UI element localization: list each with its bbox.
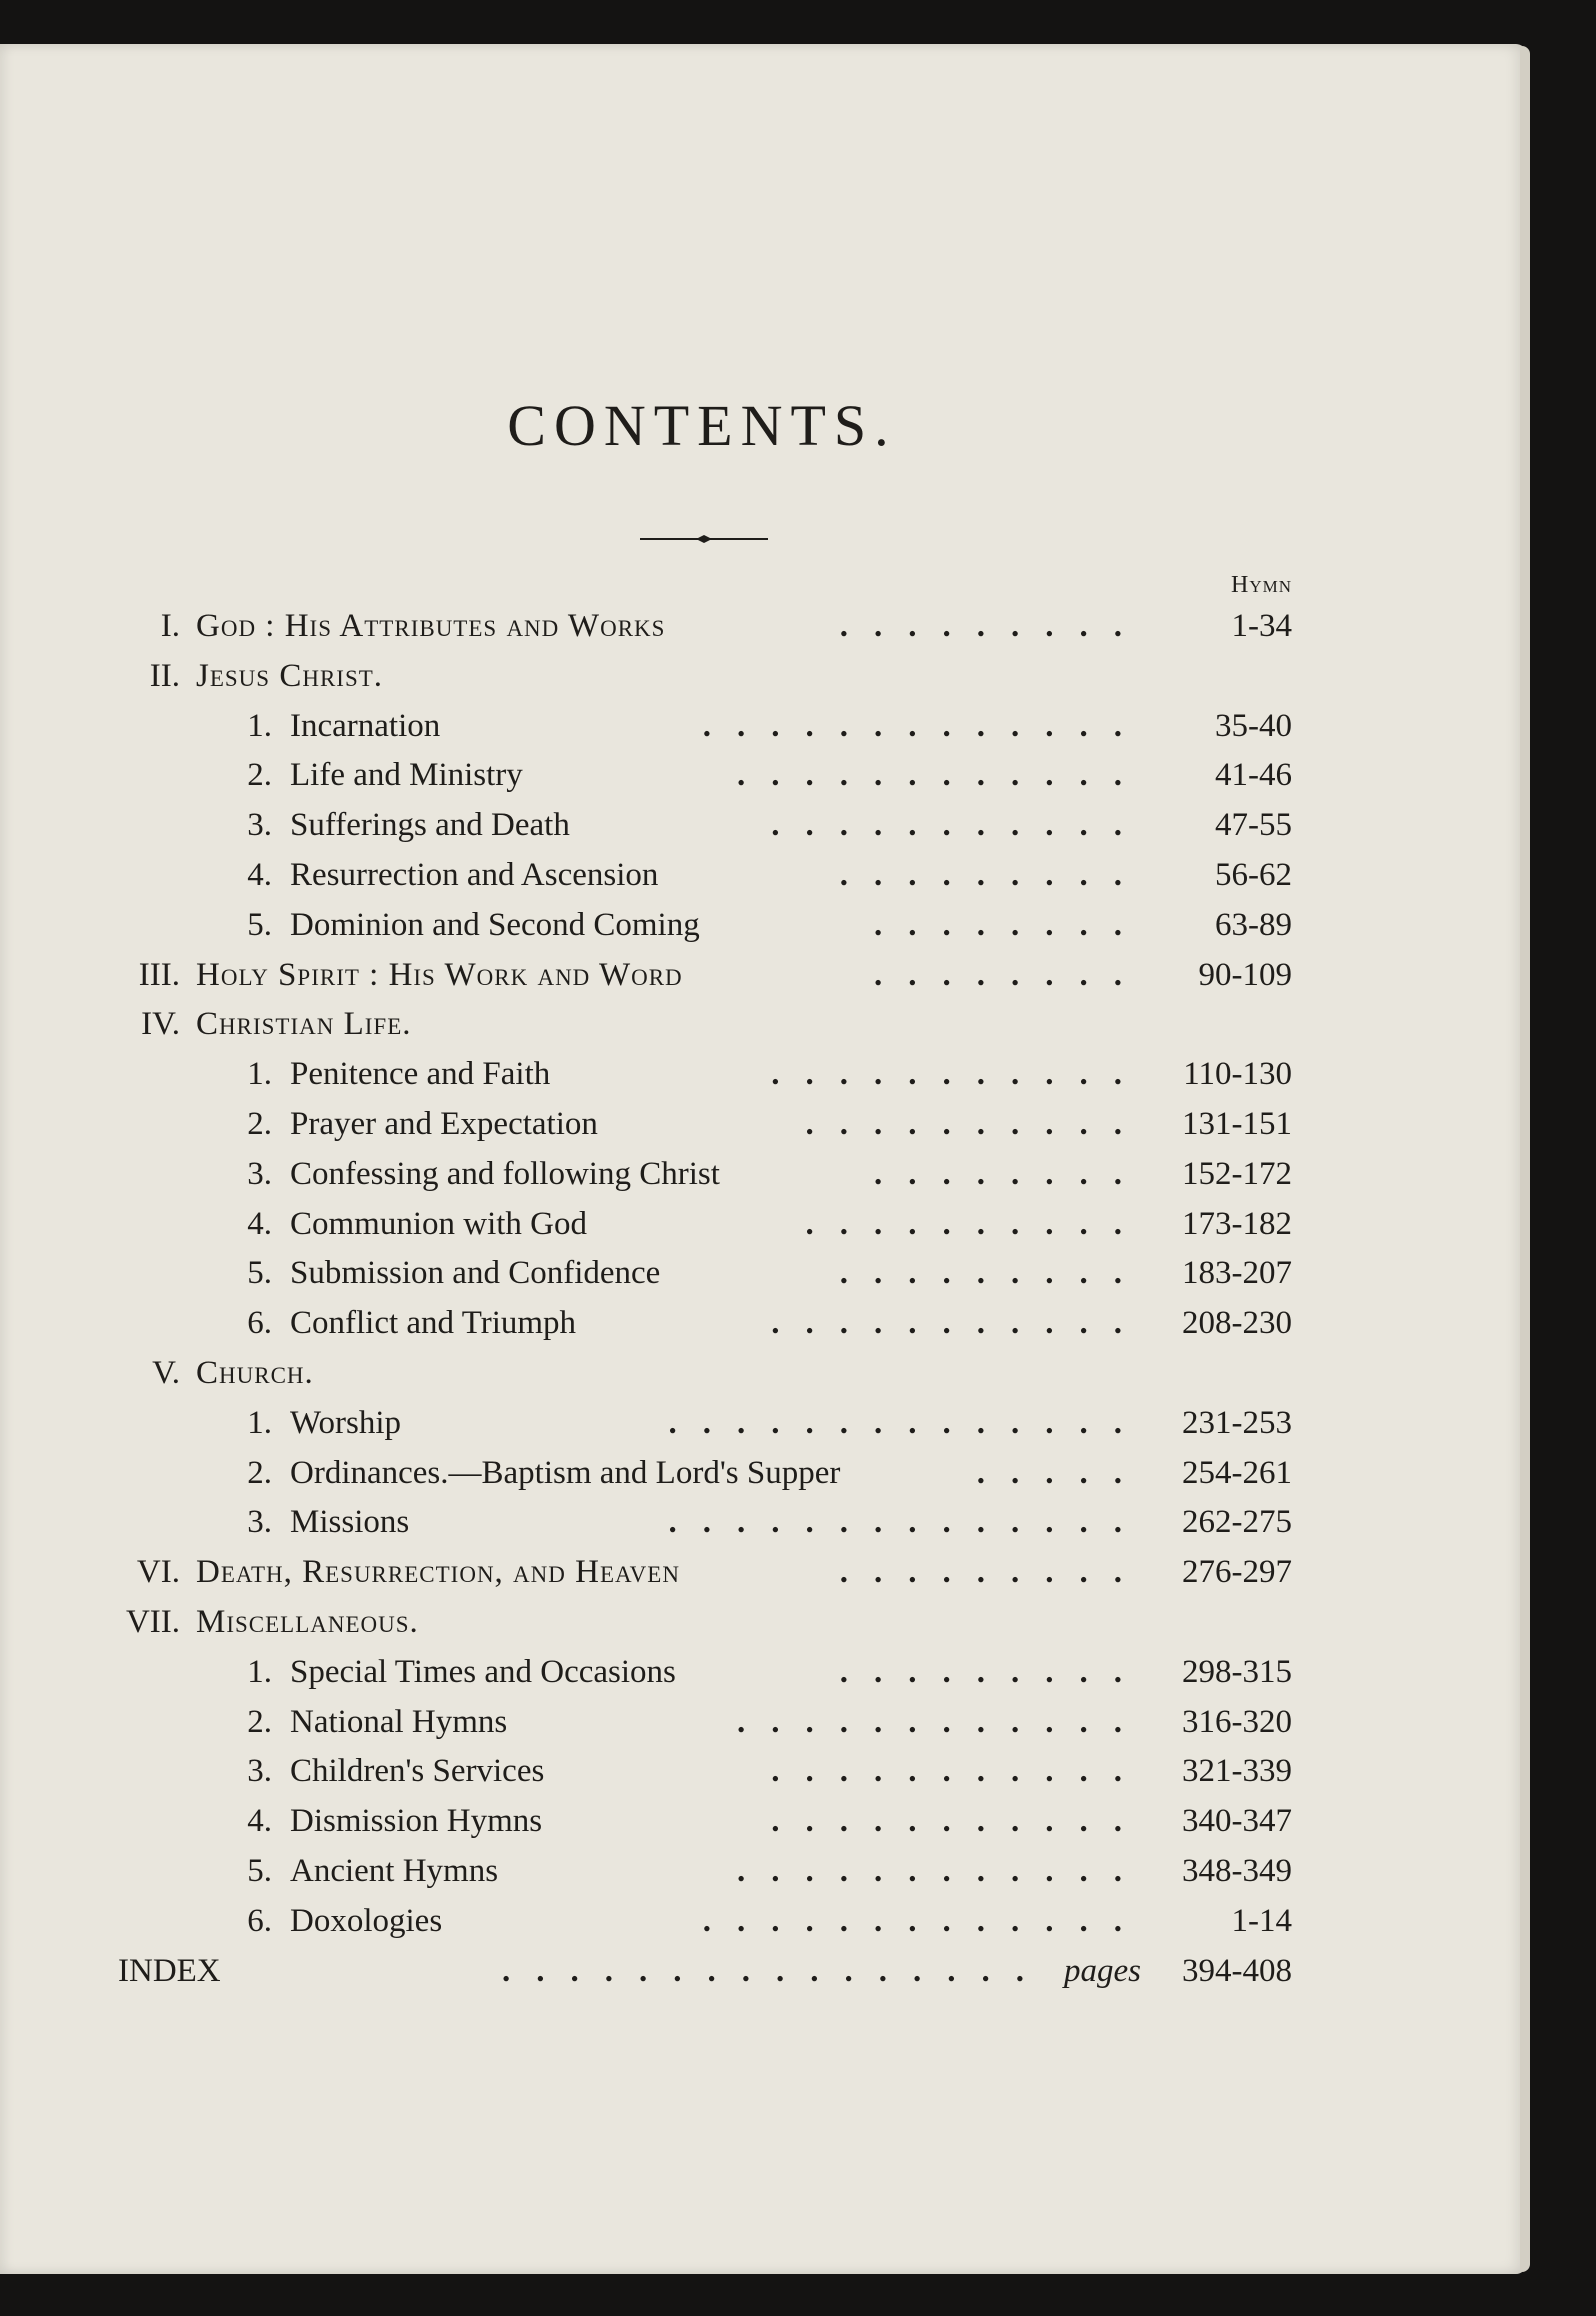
entry-number: 6. xyxy=(247,1902,272,1939)
hymn-range: 1-34 xyxy=(1231,608,1292,644)
hymn-range: 254-261 xyxy=(1182,1454,1292,1491)
dot-leader: ......... xyxy=(839,1255,1148,1292)
toc-entry xyxy=(0,807,1596,857)
entry-title: Children's Services xyxy=(290,1753,545,1790)
toc-entry xyxy=(0,1953,1596,2003)
hymn-range: 35-40 xyxy=(1215,707,1292,744)
entry-number: 2. xyxy=(247,1703,272,1740)
entry-title: Church. xyxy=(196,1355,314,1391)
dot-leader: .............. xyxy=(668,1404,1148,1441)
entry-title: Communion with God xyxy=(290,1205,588,1242)
entry-number: IV. xyxy=(141,1006,180,1043)
entry-number: V. xyxy=(152,1355,180,1391)
toc-entry xyxy=(0,1903,1596,1953)
dot-leader: ......... xyxy=(839,1554,1148,1591)
entry-number: 2. xyxy=(247,1454,272,1491)
entry-title: National Hymns xyxy=(290,1703,508,1740)
entry-number: II. xyxy=(149,657,180,694)
dot-leader: ..... xyxy=(976,1454,1148,1491)
dot-leader: ................ xyxy=(502,1952,1050,1989)
hymn-range: 276-297 xyxy=(1182,1554,1292,1591)
entry-number: 6. xyxy=(247,1305,272,1342)
entry-number: 2. xyxy=(247,1106,272,1142)
hymn-range: 348-349 xyxy=(1182,1853,1292,1889)
toc-entry xyxy=(0,1206,1596,1256)
entry-number: 4. xyxy=(247,1803,272,1840)
entry-title: God : His Attributes and Works xyxy=(196,608,666,644)
dot-leader: ........ xyxy=(874,1155,1148,1192)
entry-number: 1. xyxy=(247,1056,272,1093)
toc-entry xyxy=(0,1753,1596,1803)
hymn-range: 340-347 xyxy=(1182,1803,1292,1840)
pages-label: pages xyxy=(1064,1952,1141,1989)
hymn-range: 152-172 xyxy=(1182,1155,1292,1192)
entry-title: Dominion and Second Coming xyxy=(290,906,700,943)
toc-entry xyxy=(0,907,1596,957)
entry-title: Prayer and Expectation xyxy=(290,1106,598,1142)
entry-title: Submission and Confidence xyxy=(290,1255,661,1292)
hymn-column-header: Hymn xyxy=(1230,572,1292,598)
entry-title: INDEX xyxy=(118,1952,221,1989)
toc-entry xyxy=(0,1853,1596,1903)
dot-leader: ........... xyxy=(771,807,1148,844)
hymn-range: 90-109 xyxy=(1198,956,1292,993)
dot-leader: ........... xyxy=(771,1753,1148,1790)
toc-entry xyxy=(0,1355,1596,1405)
dot-leader: ............. xyxy=(702,1902,1148,1939)
toc-entry xyxy=(0,1156,1596,1206)
hymn-range: 56-62 xyxy=(1215,857,1292,893)
toc-entry xyxy=(0,1006,1596,1056)
entry-number: VI. xyxy=(136,1554,180,1591)
dot-leader: ............. xyxy=(702,707,1148,744)
entry-title: Miscellaneous. xyxy=(196,1604,419,1640)
toc-entry xyxy=(0,1604,1596,1654)
hymn-range: 41-46 xyxy=(1215,757,1292,794)
entry-title: Death, Resurrection, and Heaven xyxy=(196,1554,680,1591)
toc-entry xyxy=(0,857,1596,907)
dot-leader: .......... xyxy=(805,1205,1148,1242)
toc-entry xyxy=(0,708,1596,758)
entry-number: 1. xyxy=(247,1653,272,1690)
toc-entry xyxy=(0,1554,1596,1604)
hymn-range: 1-14 xyxy=(1231,1902,1292,1939)
toc-entry xyxy=(0,1654,1596,1704)
entry-number: 3. xyxy=(247,1155,272,1192)
hymn-range: 231-253 xyxy=(1182,1404,1292,1441)
toc-entry xyxy=(0,608,1596,658)
entry-title: Resurrection and Ascension xyxy=(290,857,659,893)
toc-entry xyxy=(0,1255,1596,1305)
hymn-range: 316-320 xyxy=(1182,1703,1292,1740)
entry-title: Doxologies xyxy=(290,1902,443,1939)
entry-title: Holy Spirit : His Work and Word xyxy=(196,956,683,993)
toc-entry xyxy=(0,1056,1596,1106)
hymn-range: 63-89 xyxy=(1215,906,1292,943)
entry-title: Conflict and Triumph xyxy=(290,1305,577,1342)
entry-number: 3. xyxy=(247,1504,272,1541)
toc-entry xyxy=(0,1455,1596,1505)
hymn-range: 321-339 xyxy=(1182,1753,1292,1790)
entry-number: 5. xyxy=(247,1255,272,1292)
entry-number: 5. xyxy=(247,906,272,943)
hymn-range: 394-408 xyxy=(1182,1952,1292,1989)
entry-title: Worship xyxy=(290,1404,402,1441)
dot-leader: ........... xyxy=(771,1056,1148,1093)
entry-number: 2. xyxy=(247,757,272,794)
entry-number: 4. xyxy=(247,1205,272,1242)
dot-leader: ............ xyxy=(737,757,1148,794)
toc-entry xyxy=(0,1803,1596,1853)
entry-title: Ordinances.—Baptism and Lord's Supper xyxy=(290,1454,841,1491)
hymn-range: 131-151 xyxy=(1182,1106,1292,1142)
entry-number: 4. xyxy=(247,857,272,893)
dot-leader: ........ xyxy=(874,956,1148,993)
entry-title: Confessing and following Christ xyxy=(290,1155,720,1192)
toc-entry xyxy=(0,1305,1596,1355)
entry-title: Incarnation xyxy=(290,707,441,744)
dot-leader: ............ xyxy=(737,1853,1148,1889)
dot-leader: ........... xyxy=(771,1803,1148,1840)
entry-title: Sufferings and Death xyxy=(290,807,570,844)
hymn-range: 262-275 xyxy=(1182,1504,1292,1541)
entry-number: 1. xyxy=(247,1404,272,1441)
toc-entry xyxy=(0,1405,1596,1455)
entry-title: Penitence and Faith xyxy=(290,1056,551,1093)
entry-title: Jesus Christ. xyxy=(196,657,384,694)
dot-leader: .............. xyxy=(668,1504,1148,1541)
entry-number: III. xyxy=(138,956,180,993)
dot-leader: ........ xyxy=(874,906,1148,943)
entry-number: 1. xyxy=(247,707,272,744)
hymn-range: 208-230 xyxy=(1182,1305,1292,1342)
page-title: CONTENTS. xyxy=(507,393,897,458)
hymn-range: 173-182 xyxy=(1182,1205,1292,1242)
toc-entry xyxy=(0,1704,1596,1754)
dot-leader: ............ xyxy=(737,1703,1148,1740)
toc-entry xyxy=(0,957,1596,1007)
entry-number: 5. xyxy=(247,1853,272,1889)
dot-leader: ......... xyxy=(839,857,1148,893)
entry-title: Missions xyxy=(290,1504,410,1541)
hymn-range: 183-207 xyxy=(1182,1255,1292,1292)
dot-leader: ......... xyxy=(839,1653,1148,1690)
toc-entry xyxy=(0,1106,1596,1156)
entry-title: Special Times and Occasions xyxy=(290,1653,676,1690)
dot-leader: ........... xyxy=(771,1305,1148,1342)
entry-title: Life and Ministry xyxy=(290,757,523,794)
hymn-range: 110-130 xyxy=(1183,1056,1292,1093)
entry-title: Ancient Hymns xyxy=(290,1853,499,1889)
entry-title: Dismission Hymns xyxy=(290,1803,543,1840)
dot-leader: .......... xyxy=(805,1106,1148,1142)
entry-number: 3. xyxy=(247,1753,272,1790)
entry-title: Christian Life. xyxy=(196,1006,412,1043)
hymn-range: 298-315 xyxy=(1182,1653,1292,1690)
toc-entry xyxy=(0,658,1596,708)
entry-number: 3. xyxy=(247,807,272,844)
toc-entry xyxy=(0,1504,1596,1554)
entry-number: VII. xyxy=(125,1604,180,1640)
hymn-range: 47-55 xyxy=(1215,807,1292,844)
entry-number: I. xyxy=(160,608,180,644)
dot-leader: ......... xyxy=(839,608,1148,644)
toc-entry xyxy=(0,757,1596,807)
